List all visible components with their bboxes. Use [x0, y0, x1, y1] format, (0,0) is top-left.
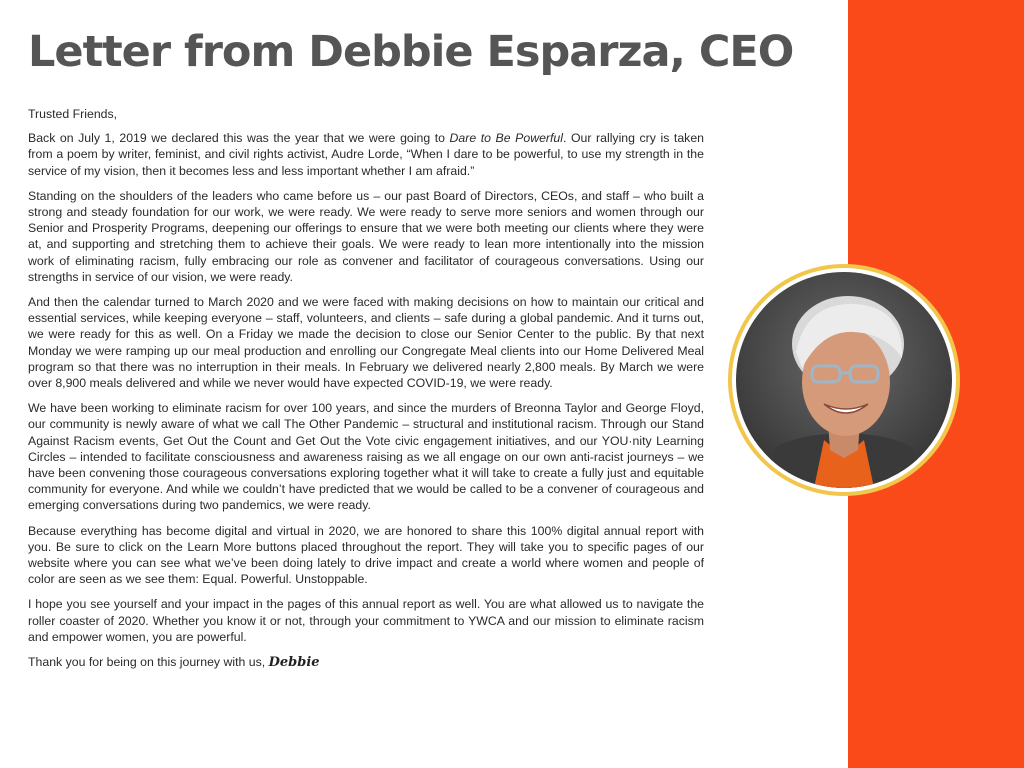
letter-greeting: Trusted Friends,: [28, 107, 118, 121]
letter-paragraph-4: We have been working to eliminate racism for over 100 years, and since the murders of Breonna Taylor and George Floyd, our community is newly aware of what we call The Other Pandemic – structural and institutional racism. Through our Stand Against Racism events, Get Out the Count and Get Out the Vote civic engagement initiatives, and our YOU·nity Learning Circles – intended to facilitate consciousness and awareness raising as we all engage on our own anti-racist journeys – we have been convening those courageous conversations exploring together what it will take to create a fully just and equitable community for everyone. And while we couldn’t have predicted that we would be called to be a convener of courageous and emerging conversations during two pandemics, we were ready.: [28, 401, 704, 513]
letter-paragraph-3: And then the calendar turned to March 2020 and we were faced with making decisions on how to maintain our critical and essential services, while keeping everyone – staff, volunteers, and clients – safe during a global pandemic. And it turns out, we were ready for this as well. On a Friday we made the decision to close our Senior Center to the public. By that next Monday we were ramping up our meal production and enrolling our Congregate Meal clients into our Home Delivered Meal program so that there was no interruption in their meals. In February we delivered nearly 2,800 meals. By March we were over 8,900 meals delivered and while we never would have expected COVID-19, we were ready.: [28, 295, 704, 391]
portrait-photo-icon: [736, 272, 952, 488]
letter-paragraph-6: I hope you see yourself and your impact in the pages of this annual report as well. You are what allowed us to navigate the roller coaster of 2020. Whether you know it or not, through your commitment to YWCA and our mission to eliminate racism and empower women, you are powerful.: [28, 597, 704, 644]
letter-paragraph-1: [28, 130, 704, 179]
letter-paragraph-5: Because everything has become digital and virtual in 2020, we are honored to share this 100% digital annual report with you. Be sure to click on the Learn More buttons placed throughout the report. They will take you to specific pages of our website where you can see what we’ve been doing lately to drive impact and create a world where women and people of color are seen as we see them: Equal. Powerful. Unstoppable.: [28, 523, 704, 587]
p1-emphasis: Dare to Be Powerful: [449, 131, 563, 146]
letter-closing: [28, 654, 704, 671]
ceo-portrait: [728, 264, 960, 496]
letter-paragraph-2: Standing on the shoulders of the leaders who came before us – our past Board of Directors, CEOs, and staff – who built a strong and steady foundation for our work, we were ready. We were ready to serve more seniors and women through our Senior and Prosperity Programs, deepening our offerings to ensure that we were both meeting our clients where they were at, and supporting and stretching them to achieve their goals. We were ready to lean more intentionally into the mission work of eliminating racism, fully embracing our role as convener and facilitator of courageous conversations. Using our strengths in service of our vision, we were ready.: [28, 188, 704, 284]
page-title: Letter from Debbie Esparza, CEO: [28, 27, 794, 77]
letter-body: [28, 106, 704, 680]
p1-text-after: . Our rallying cry is taken from a poem by writer, feminist, and civil rights activist, Audre Lorde, “When I dare to be powerful, to use my strength in the service of my vision, then it becomes less and less important whether I am afraid.”: [28, 131, 705, 178]
signature: Debbie: [268, 655, 320, 671]
p1-text-before: Back on July 1, 2019 we declared this was the year that we were going to: [28, 131, 450, 146]
closing-text: Thank you for being on this journey with us,: [28, 655, 269, 670]
